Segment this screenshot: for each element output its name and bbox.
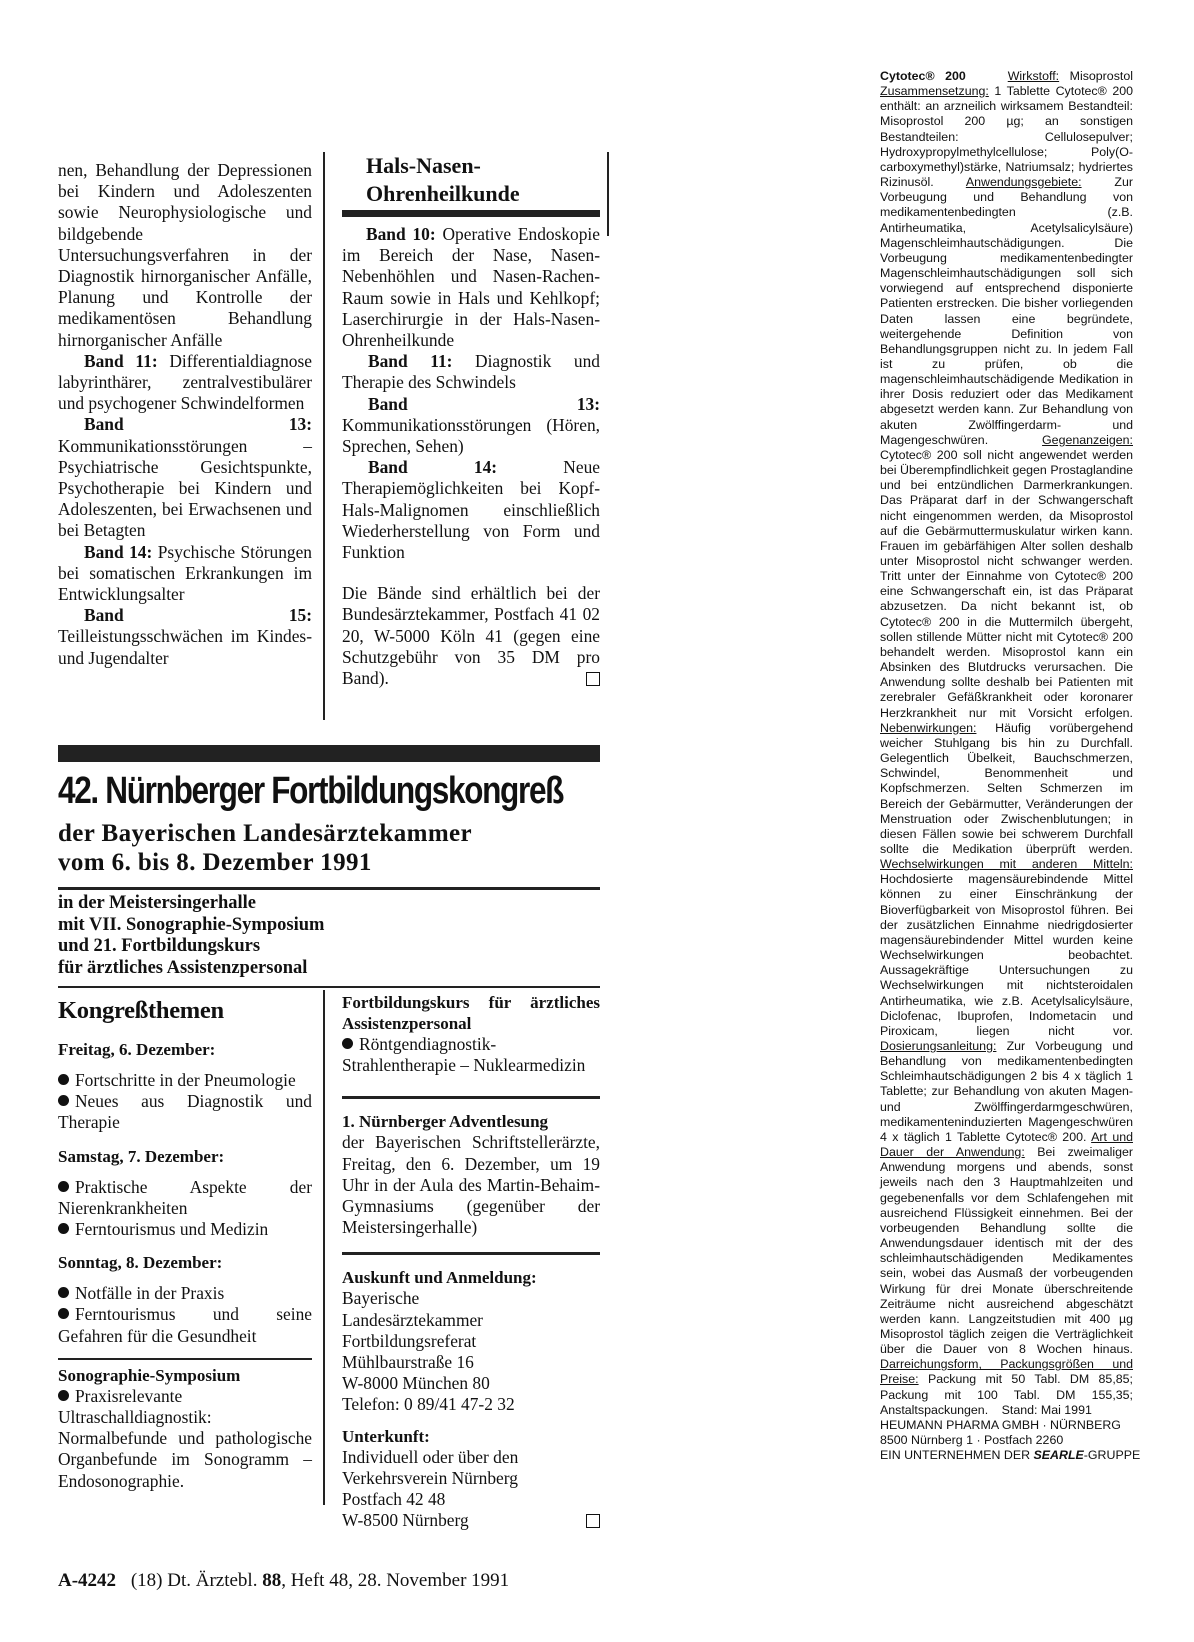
congress-subhead-rule xyxy=(58,887,600,890)
hno-bands xyxy=(342,224,600,689)
bullet-icon xyxy=(58,1390,69,1401)
congress-top-bar xyxy=(58,745,600,762)
end-of-article-box xyxy=(586,672,600,686)
column-divider-top xyxy=(323,152,325,720)
bullet-icon xyxy=(58,1095,69,1106)
unterkunft-address: Individuell oder über den Verkehrsverein Nürnberg Postfach 42 48 W-8500 Nürnberg xyxy=(342,1447,600,1532)
citation: (18) Dt. Ärztebl. 88, Heft 48, 28. November 1991 xyxy=(130,1570,510,1591)
congress-subhead-line2: vom 6. bis 8. Dezember 1991 xyxy=(58,849,372,876)
bullet-icon xyxy=(58,1287,69,1298)
bullet-icon xyxy=(342,1038,353,1049)
bullet-icon xyxy=(58,1223,69,1234)
left-band-13: Band 13: Kommunikationsstörungen – Psychiatrische Gesichtspunkte, Psychotherapie bei Kindern und Adoleszenten, bei Erwachsenen und bei Betagten xyxy=(58,414,312,541)
hno-section xyxy=(342,152,600,689)
column-divider-hno-right xyxy=(607,152,609,236)
hno-band-11: Band 11: Diagnostik und Therapie des Schwindels xyxy=(342,351,600,393)
hno-band-10: Band 10: Operative Endoskopie im Bereich der Nase, Nasen-Nebenhöhlen und Nasen-Rachen-Raum sowie in Hals und Kehlkopf; Laserchirurgie in der Hals-Nasen-Ohrenheilkunde xyxy=(342,224,600,351)
congress-intro-rule xyxy=(58,986,600,988)
ad-company: HEUMANN PHARMA GMBH · NÜRNBERG xyxy=(880,1417,1121,1432)
sunday-title: Sonntag, 8. Dezember: xyxy=(58,1253,223,1273)
hno-title-rule xyxy=(342,210,600,217)
congress-column-divider xyxy=(323,990,325,1505)
bullet-icon xyxy=(58,1308,69,1319)
congress-intro xyxy=(58,893,603,979)
bullet-icon xyxy=(58,1074,69,1085)
left-column-intro: nen, Behandlung der Depressionen bei Kindern und Adoleszenten sowie Neurophysiologische und bildgebende Untersuchungsverfahren in der Diagnostik hirnorganischer Anfälle, Planung und Kontrolle der medikamentösen Behandlung hirnorganischer Anfälle xyxy=(58,160,312,350)
auskunft-rule xyxy=(342,1252,600,1255)
left-band-11: Band 11: Differentialdiagnose labyrinthärer, zentralvestibulärer und psychogener Schwindelformen xyxy=(58,350,312,414)
congress-right-column xyxy=(342,992,600,1531)
kurs-item: Röntgendiagnostik-Strahlentherapie – Nuklearmedizin xyxy=(342,1034,586,1076)
left-band-15: Band 15: Teilleistungsschwächen im Kindes- und Jugendalter xyxy=(58,605,312,668)
congress-subhead-line1: der Bayerischen Landesärztekammer xyxy=(58,820,473,847)
left-column xyxy=(58,160,312,669)
ad-group: EIN UNTERNEHMEN DER SEARLE-GRUPPE xyxy=(880,1448,1141,1463)
friday-item-2: Neues aus Diagnostik und Therapie xyxy=(58,1091,312,1133)
page-footer xyxy=(58,1570,603,1592)
sono-item: Praxisrelevante Ultraschalldiagnostik: Normalbefunde und pathologische Organbefunde im Sonogramm – Endosonographie. xyxy=(58,1385,312,1491)
congress-themes xyxy=(58,996,312,1492)
ad-product: Cytotec® 200 xyxy=(880,69,966,83)
ad-address: 8500 Nürnberg 1 · Postfach 2260 xyxy=(880,1433,1064,1448)
hno-band-13: Band 13: Kommunikationsstörungen (Hören, Sprechen, Sehen) xyxy=(342,393,600,457)
auskunft-address: Bayerische Landesärztekammer Fortbildungsreferat Mühlbaurstraße 16 W-8000 München 80 Telefon: 0 89/41 47-2 32 xyxy=(342,1288,515,1415)
searle-logo: SEARLE xyxy=(1033,1448,1084,1463)
advent-title: 1. Nürnberger Adventlesung xyxy=(342,1112,549,1132)
auskunft-title: Auskunft und Anmeldung: xyxy=(342,1268,537,1288)
congress-intro-line2: mit VII. Sonographie-Symposium xyxy=(58,914,325,935)
saturday-item-1: Praktische Aspekte der Nierenkrankheiten xyxy=(58,1176,312,1218)
friday-title: Freitag, 6. Dezember: xyxy=(58,1040,216,1059)
congress-intro-line3: und 21. Fortbildungskurs xyxy=(58,936,261,956)
congress-intro-line4: für ärztliches Assistenzpersonal xyxy=(58,957,308,978)
unterkunft-title: Unterkunft: xyxy=(342,1426,430,1446)
sono-rule xyxy=(58,1358,312,1360)
saturday-title: Samstag, 7. Dezember: xyxy=(58,1146,225,1166)
left-band-14: Band 14: Psychische Störungen bei somatischen Erkrankungen im Entwicklungsalter xyxy=(58,541,312,605)
sunday-item-1: Notfälle in der Praxis xyxy=(58,1283,312,1304)
sono-title: Sonographie-Symposium xyxy=(58,1365,241,1385)
saturday-item-2: Ferntourismus und Medizin xyxy=(58,1219,312,1240)
congress-intro-line1: in der Meistersingerhalle xyxy=(58,893,256,913)
hno-title-line1: Hals-Nasen- xyxy=(366,153,481,178)
cytotec-ad: Cytotec® 200 Wirkstoff: Misoprostol Zusammensetzung: 1 Tablette Cytotec® 200 enthält: an arzneilich wirksamem Bestandteil: Misoprostol 200 µg; an sonstigen Bestandteilen: Cellulosepulver; Hydroxypropylmethylcellulose; Poly(O-carboxymethyl)stärke, Natriumsalz; hydriertes Rizinusöl. Anwendungsgebiete: Zur Vorbeugung und Behandlung von medikamentenbedingten (z.B. Antirheumatika, Acetylsalicylsäure) Magenschleimhautschädigungen. Die Vorbeugung medikamentenbedingter Magenschleimhautschädigungen soll sich vorwiegend auf entsprechend disponierte Patienten erstrecken. Die bisher vorliegenden Daten lassen eine begründete, weitergehende Definition von Behandlungsgruppen nicht zu. In jedem Fall ist zu prüfen, ob die magenschleimhautschädigende Medikation in ihrer Dosis reduziert oder das Medikament abgesetzt werden kann. Zur Behandlung von akuten Zwölffingerdarm- und Magengeschwüren. Gegenanzeigen: Cytotec® 200 soll nicht angewendet werden bei Überempfindlichkeit gegen Prostaglandine und bei entzündlichen Darmerkrankungen. Das Präparat darf in der Schwangerschaft nicht eingenommen werden, da Misoprostol auf die Gebärmuttermuskulatur wirken kann. Frauen im gebärfähigen Alter sollen deshalb unter Misoprostol nicht schwanger werden. Tritt unter der Einnahme von Cytotec® 200 eine Schwangerschaft ein, ist das Präparat abzusetzen. Da nicht bekannt ist, ob Cytotec® 200 in die Muttermilch übergeht, sollen stillende Mütter nicht mit Cytotec® 200 behandelt werden. Misoprostol kann ein Absinken des Blutdrucks verursachen. Die Anwendung sollte deshalb bei Patienten mit zerebraler Gefäßkrankheit oder koronarer Herzkrankheit nur mit Vorsicht erfolgen. Nebenwirkungen: Häufig vorübergehend weicher Stuhlgang bis hin zu Durchfall. Gelegentlich Übelkeit, Bauchschmerzen, Schwindel, Benommenheit und Kopfschmerzen. Selten Schmerzen im Bereich der Gebärmutter, Veränderungen der Menstruation oder Zwischenblutungen; in diesen Fällen sowie bei schwerem Durchfall sollte die Medikation überprüft werden. Wechselwirkungen mit anderen Mitteln: Hochdosierte magensäurebindende Mittel können zu einer Einschränkung der Bioverfügbarkeit von Misoprostol führen. Bei der zusätzlichen Einnahme niedrigdosierter magensäurebindender Mittel wurden keine Wechselwirkungen beobachtet. Aussagekräftige Untersuchungen zu Wechselwirkungen mit nichtsteroidalen Antirheumatika, wie z.B. Acetylsalicylsäure, Diclofenac, Ibuprofen, Indometacin und Piroxicam, liegen nicht vor. Dosierungsanleitung: Zur Vorbeugung und Behandlung von medikamentenbedingten Schleimhautschädigungen 2 bis 4 x täglich 1 Tablette; zur Behandlung von akuten Magen- und Zwölffingerdarmgeschwüren, medikamenteninduzierten Magengeschwüren 4 x täglich 1 Tablette Cytotec® 200. Art und Dauer der Anwendung: Bei zweimaliger Anwendung morgens und abends, sonst jeweils nach den 3 Hauptmahlzeiten und gegebenenfalls vor dem Schlafengehen mit ausreichend Flüssigkeit einnehmen. Bei der vorbeugenden Behandlung sollte die Anwendungsdauer identisch mit der des schleimhautschädigenden Medikamentes sein, wobei das Ausmaß der vorbeugenden Wirkung für drei Monate überschreitende Zeiträume nicht ausreichend abgeschätzt werden kann. Langzeitstudien mit 400 µg Misoprostol täglich zeigen die Verträglichkeit über die Dauer von 8 Wochen hinaus. Darreichungsform, Packungsgrößen und Preise: Packung mit 50 Tabl. DM 85,85; Packung mit 100 Tabl. DM 155,35; Anstaltspackungen. Stand: Mai 1991 HEUMANN PHARMA GMBH · NÜRNBERG 8500 Nürnberg 1 · Postfach 2260 EIN UNTERNEHMEN DER SEARLE-GRUPPE xyxy=(880,69,1141,1463)
advent-text: der Bayerischen Schriftstellerärzte, Freitag, den 6. Dezember, um 19 Uhr in der Aula des Martin-Behaim-Gymnasiums (gegenüber der Meistersingerhalle) xyxy=(342,1132,600,1238)
congress-subhead xyxy=(58,819,603,877)
end-of-article-box xyxy=(586,1514,600,1528)
page-number: A-4242 xyxy=(58,1570,117,1591)
hno-band-14: Band 14: Neue Therapiemöglichkeiten bei Kopf-Hals-Malignomen einschließlich Wiederherstellung von Form und Funktion xyxy=(342,457,600,563)
friday-item-1: Fortschritte in der Pneumologie xyxy=(58,1070,312,1091)
bullet-icon xyxy=(58,1181,69,1192)
hno-title-line2: Ohrenheilkunde xyxy=(366,181,520,206)
advent-rule xyxy=(342,1096,600,1099)
themes-title: Kongreßthemen xyxy=(58,997,224,1024)
hno-order-info: Die Bände sind erhältlich bei der Bundesärztekammer, Postfach 41 02 20, W-5000 Köln 41 (gegen eine Schutzgebühr von 35 DM pro Band). xyxy=(342,583,600,689)
congress-headline: 42. Nürnberger Fortbildungskongreß xyxy=(58,770,564,812)
sunday-item-2: Ferntourismus und seine Gefahren für die Gesundheit xyxy=(58,1304,312,1346)
kurs-title: Fortbildungskurs für ärztliches Assistenzpersonal xyxy=(342,993,600,1033)
